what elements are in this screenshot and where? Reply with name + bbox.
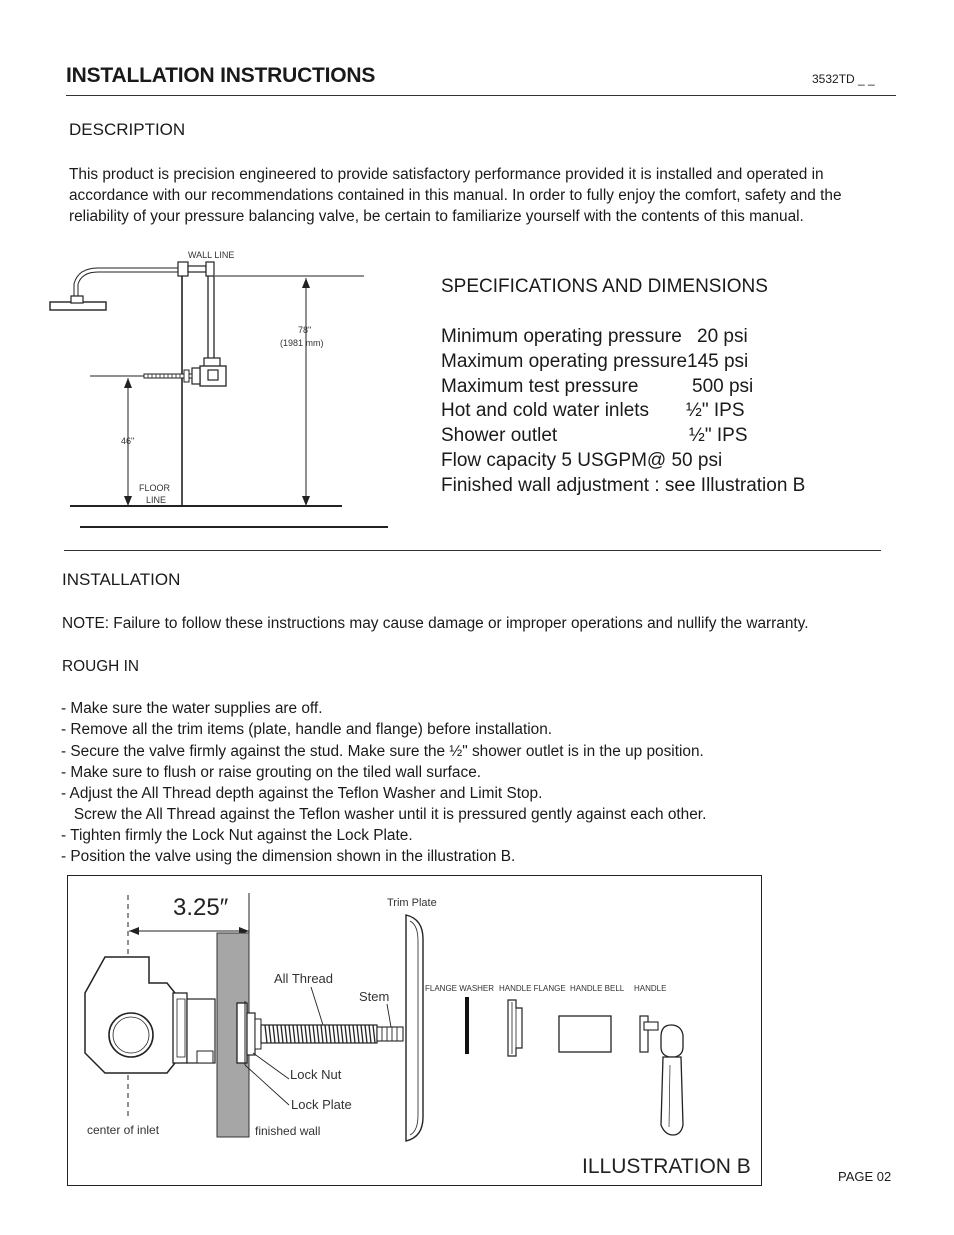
install-step: - Tighten firmly the Lock Nut against the Lock Plate. — [61, 827, 413, 844]
page-number: PAGE 02 — [838, 1169, 892, 1184]
dimension-325-label: 3.25″ — [173, 894, 229, 921]
rough-in-heading: ROUGH IN — [62, 658, 139, 675]
stem-label: Stem — [359, 989, 390, 1004]
illustration-b-diagram — [67, 875, 762, 1186]
handle-bell-label: HANDLE BELL — [570, 984, 625, 993]
lock-plate-label: Lock Plate — [291, 1097, 352, 1112]
install-step: - Remove all the trim items (plate, handle and flange) before installation. — [61, 721, 553, 738]
warranty-note: NOTE: Failure to follow these instructions may cause damage or improper operations and nullify the warranty. — [62, 615, 809, 632]
flange-washer-label: FLANGE WASHER — [425, 984, 495, 993]
section-divider — [64, 550, 881, 551]
height-valve-label: 46" — [121, 436, 135, 446]
floor-line-label: LINE — [146, 495, 167, 505]
floor-line-label: FLOOR — [139, 483, 171, 493]
description-heading: DESCRIPTION — [69, 120, 186, 139]
illustration-b-caption: ILLUSTRATION B — [582, 1155, 751, 1178]
install-step: - Position the valve using the dimension shown in the illustration B. — [61, 848, 516, 865]
all-thread-label: All Thread — [274, 971, 334, 986]
description-line: This product is precision engineered to provide satisfactory performance provided it is installed and operated in — [69, 166, 824, 183]
handle — [640, 1016, 648, 1052]
header-divider — [66, 95, 896, 96]
handle-label: HANDLE — [634, 984, 667, 993]
finished-wall-label: finished wall — [255, 1124, 321, 1138]
page-title: INSTALLATION INSTRUCTIONS — [66, 64, 376, 87]
install-step: - Make sure the water supplies are off. — [61, 700, 323, 717]
center-of-inlet-label: center of inlet — [87, 1123, 160, 1137]
trim-plate-label: Trim Plate — [387, 897, 437, 909]
specs-heading: SPECIFICATIONS AND DIMENSIONS — [441, 276, 768, 297]
lock-nut — [247, 1013, 255, 1055]
description-line: accordance with our recommendations contained in this manual. In order to fully enjoy the comfort, safety and the — [69, 187, 842, 204]
flange-washer — [465, 997, 469, 1054]
height-total-mm-label: (1981 mm) — [280, 338, 324, 348]
installation-heading: INSTALLATION — [62, 570, 181, 589]
shower-arm — [76, 270, 182, 300]
lock-nut-label: Lock Nut — [290, 1067, 342, 1082]
wall-line-label: WALL LINE — [188, 250, 235, 260]
shower-elevation-diagram — [40, 240, 400, 540]
handle-flange — [508, 1000, 522, 1056]
install-step: - Secure the valve firmly against the stud. Make sure the ½" shower outlet is in the up position. — [61, 743, 704, 760]
handle-flange-label: HANDLE FLANGE — [499, 984, 566, 993]
description-line: reliability of your pressure balancing valve, be certain to familiarize yourself with the contents of this manual. — [69, 208, 804, 225]
model-number: 3532TD _ _ — [812, 72, 875, 86]
install-step: - Adjust the All Thread depth against the Teflon Washer and Limit Stop. — [61, 785, 543, 802]
height-total-label: 78" — [298, 325, 312, 335]
handle-bell — [559, 1016, 611, 1052]
stem — [377, 1027, 403, 1041]
trim-plate — [406, 915, 423, 1141]
description-text — [69, 164, 869, 227]
inlet-circle — [109, 1013, 153, 1057]
install-step: Screw the All Thread against the Teflon washer until it is pressured gently against each other. — [61, 806, 707, 823]
install-step: - Make sure to flush or raise grouting on the tiled wall surface. — [61, 764, 482, 781]
